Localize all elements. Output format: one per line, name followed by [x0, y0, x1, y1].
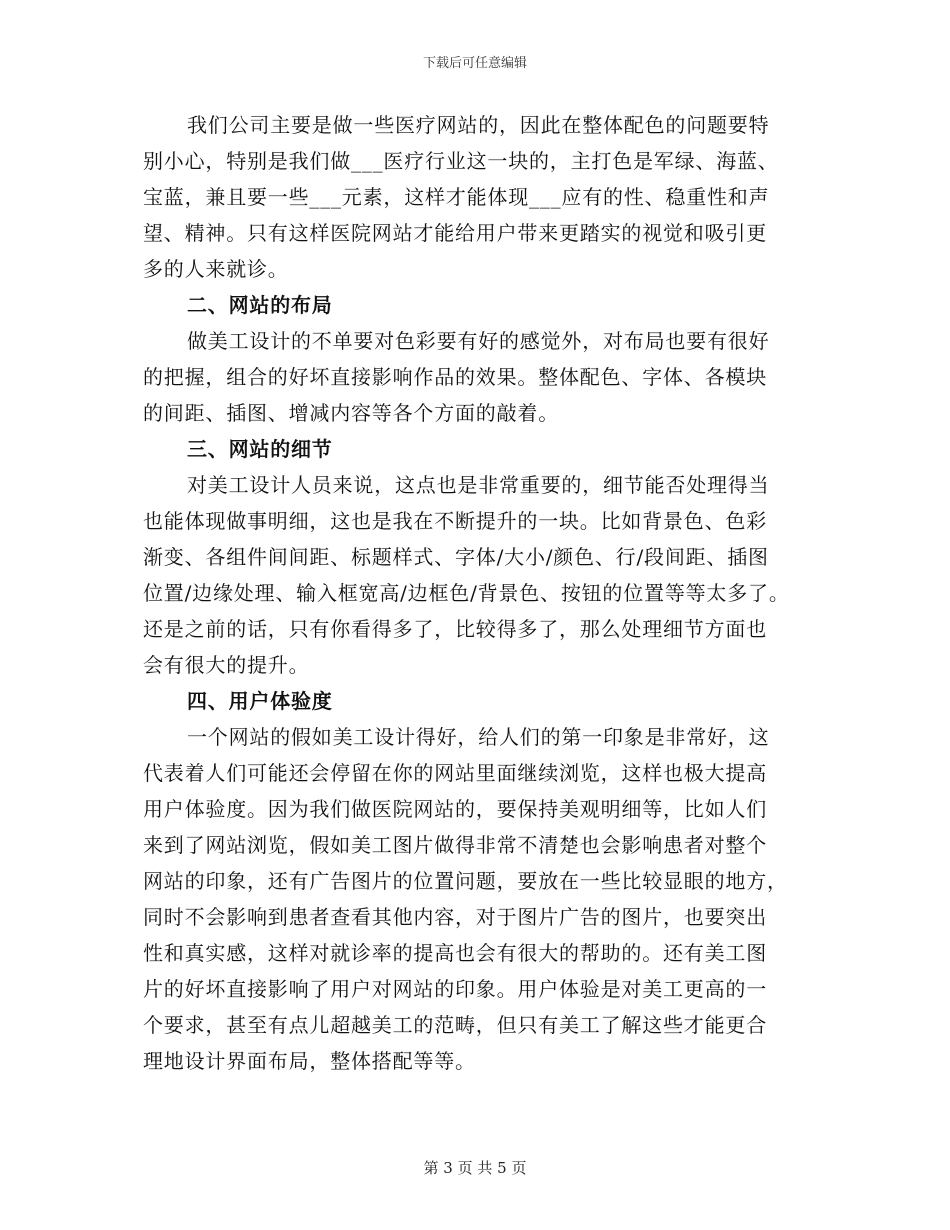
section-heading-layout — [143, 287, 809, 323]
section-heading-user-experience — [143, 683, 809, 719]
paragraph-line: 用户体验度。因为我们做医院网站的，要保持美观明细等，比如人们 — [143, 797, 767, 821]
paragraph-line: 的把握，组合的好坏直接影响作品的效果。整体配色、字体、各模块 — [143, 365, 767, 389]
paragraph-line: 别小心，特别是我们做___医疗行业这一块的，主打色是军绿、海蓝、 — [143, 149, 779, 173]
paragraph-line: 来到了网站浏览，假如美工图片做得非常不清楚也会影响患者对整个 — [143, 833, 767, 857]
paragraph-line: 宝蓝，兼且要一些___元素，这样才能体现___应有的性、稳重性和声 — [143, 185, 770, 209]
paragraph-line: 多的人来就诊。 — [143, 257, 289, 281]
section-heading: 三、网站的细节 — [187, 437, 333, 461]
page-number-footer: 第 3 页 共 5 页 — [423, 1159, 527, 1177]
paragraph-line: 的间距、插图、增减内容等各个方面的敲着。 — [143, 401, 559, 425]
paragraph-line: 理地设计界面布局，整体搭配等等。 — [143, 1049, 476, 1073]
paragraph-line: 还是之前的话，只有你看得多了，比较得多了，那么处理细节方面也 — [143, 617, 767, 641]
paragraph-user-experience — [143, 719, 809, 1079]
paragraph-layout — [143, 323, 809, 431]
paragraph-line: 我们公司主要是做一些医疗网站的，因此在整体配色的问题要特 — [187, 113, 770, 137]
paragraph-line: 也能体现做事明细，这也是我在不断提升的一块。比如背景色、色彩 — [143, 509, 767, 533]
paragraph-line: 网站的印象，还有广告图片的位置问题，要放在一些比较显眼的地方， — [143, 869, 788, 893]
paragraph-line: 位置/边缘处理、输入框宽高/边框色/背景色、按钮的位置等等太多了。 — [143, 581, 790, 605]
paragraph-line: 做美工设计的不单要对色彩要有好的感觉外，对布局也要有很好 — [187, 329, 770, 353]
paragraph-line: 望、精神。只有这样医院网站才能给用户带来更踏实的视觉和吸引更 — [143, 221, 767, 245]
page-header: 下载后可任意编辑 — [422, 56, 527, 71]
paragraph-line: 一个网站的假如美工设计得好，给人们的第一印象是非常好，这 — [187, 725, 770, 749]
document-body — [143, 107, 809, 1079]
section-heading-details — [143, 431, 809, 467]
paragraph-line: 片的好坏直接影响了用户对网站的印象。用户体验是对美工更高的一 — [143, 977, 767, 1001]
section-heading: 二、网站的布局 — [187, 293, 333, 317]
paragraph-line: 代表着人们可能还会停留在你的网站里面继续浏览，这样也极大提高 — [143, 761, 767, 785]
section-heading: 四、用户体验度 — [187, 689, 333, 713]
paragraph-details — [143, 467, 809, 683]
paragraph-line: 对美工设计人员来说，这点也是非常重要的，细节能否处理得当 — [187, 473, 770, 497]
paragraph-line: 会有很大的提升。 — [143, 653, 310, 677]
paragraph-line: 渐变、各组件间间距、标题样式、字体/大小/颜色、行/段间距、插图 — [143, 545, 769, 569]
paragraph-line: 同时不会影响到患者查看其他内容，对于图片广告的图片，也要突出 — [143, 905, 767, 929]
paragraph-line: 性和真实感，这样对就诊率的提高也会有很大的帮助的。还有美工图 — [143, 941, 767, 965]
paragraph-line: 个要求，甚至有点儿超越美工的范畴，但只有美工了解这些才能更合 — [143, 1013, 767, 1037]
paragraph-color-scheme — [143, 107, 809, 287]
